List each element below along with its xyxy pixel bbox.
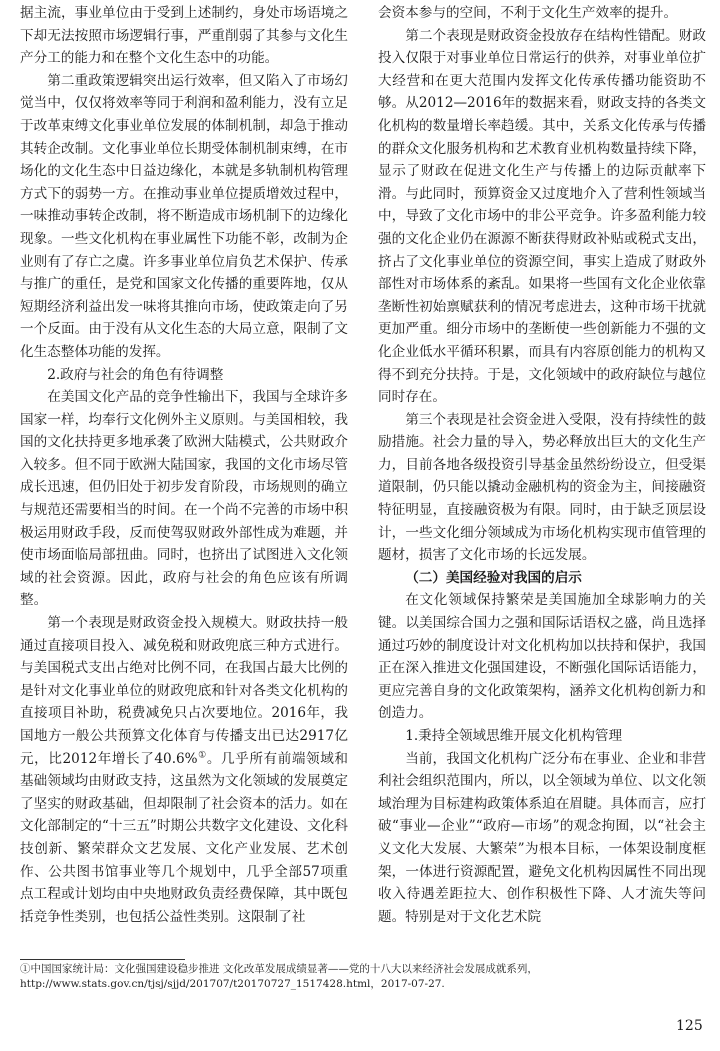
- footnote: [20, 962, 710, 992]
- body-paragraph: 当前，我国文化机构广泛分布在事业、企业和非营利社会组织范围内，所以，以全领域为单位、以文化领域治理为目标建构政策体系迫在眉睫。具体而言，应打破“事业—企业”“政府—市场”的观念拘囿，以“社会主义文化大发展、大繁荣”为根本目标，一体架设制度框架，一体进行资源配置，避免文化机构因属性不同出现收入待遇差距拉大、创作积极性下降、人才流失等问题。特别是对于文化艺术院: [378, 750, 706, 925]
- section-heading: （二）美国经验对我国的启示: [405, 569, 582, 586]
- body-paragraph: 第二重政策逻辑突出运行效率，但又陷入了市场幻觉当中，仅仅将效率等同于利润和盈利能力，没有立足于改革束缚文化事业单位发展的体制机制，却急于推动其转企改制。文化事业单位长期受体制机制束缚，在市场化的文化生态中日益边缘化，本就是多轨制机构管理方式下的弱势一方。在推动事业单位提质增效过程中，一味推动事转企改制，将不断造成市场机制下的边缘化现象。一些文化机构在事业属性下功能不彰，改制为企业则有了存亡之虞。许多事业单位肩负艺术保护、传承与推广的重任，是党和国家文化传播的重要阵地，仅从短期经济利益出发一味将其推向市场，使政策走向了另一个反面。由于没有从文化生态的大局立意，限制了文化生态整体功能的发挥。: [20, 72, 348, 360]
- body-text: 第一个表现是财政资金投入规模大。财政扶持一般通过直接项目投入、减免税和财政兜底三种方式进行。与美国税式支出占绝对比例不同，在我国占最大比例的是针对文化事业单位的财政兜底和针对各类文化机构的直接项目补助，税费减免只占次要地位。2016年，我国地方一般公共预算文化体育与传播支出已达2917亿元，比2012年增长了40.6%: [20, 615, 348, 767]
- body-text: 。几乎所有前端领域和基础领域均由财政支持，这虽然为文化领域的发展奠定了坚实的财政基础，但却限制了社会资本的活力。如在文化部制定的“十三五”时期公共数字文化建设、文化科技创新、繁荣群众文艺发展、文化产业发展、艺术创作、公共图书馆事业等几个规划中，几乎全部57项重点工程或计划均由中央地财政负责经费保障，其中既包括竞争性类别，也包括公益性类别。这限制了社: [20, 750, 348, 925]
- right-column: [378, 2, 706, 928]
- subsection-heading: 1.秉持全领域思维开展文化机构管理: [405, 728, 623, 744]
- footnote-reference[interactable]: ①: [197, 750, 207, 761]
- left-column: [20, 2, 348, 928]
- body-paragraph: [20, 612, 348, 928]
- page-number: 125: [676, 1018, 703, 1034]
- footnote-text: 中国国家统计局：文化强国建设稳步推进 文化改革发展成绩显著——党的十八大以来经济社会发展成就系列，http://www.stats.gov.cn/tjsj/sjjd/201707/t20170727_1517428.html，2017-07-27.: [20, 963, 538, 990]
- body-paragraph: 会资本参与的空间，不利于文化生产效率的提升。: [378, 5, 678, 21]
- body-paragraph: 第二个表现是财政资金投放存在结构性错配。财政投入仅限于对事业单位日常运行的供养，对事业单位扩大经营和在更大范围内发挥文化传承传播功能资助不够。从2012—2016年的数据来看，财政支持的各类文化机构的数量增长率趋缓。其中，关系文化传承与传播的群众文化服务机构和艺术教育业机构数量持续下降，显示了财政在促进文化生产与传播上的边际贡献率下滑。与此同时，预算资金又过度地介入了营利性领域当中，导致了文化市场中的非公平竞争。许多盈利能力较强的文化企业仍在源源不断获得财政补贴或税式支出，挤占了文化事业单位的资源空间，事实上造成了财政外部性对市场体系的紊乱。如果将一些国有文化企业依靠垄断性初始禀赋获利的情况考虑进去，这种市场干扰就更加严重。细分市场中的垄断使一些创新能力不强的文化企业低水平循环积累，而具有内容原创能力的机构又得不到充分扶持。于是，文化领域中的政府缺位与越位同时存在。: [378, 27, 706, 406]
- body-paragraph: 在美国文化产品的竞争性输出下，我国与全球许多国家一样，均奉行文化例外主义原则。与美国相较，我国的文化扶持更多地承袭了欧洲大陆模式，公共财政介入较多。但不同于欧洲大陆国家，我国的文化市场尽管成长迅速，但仍旧处于初步发育阶段，市场规则的确立与规范还需要相当的时间。在一个尚不完善的市场中积极运用财政手段，反而使驾驭财政外部性成为难题，并使市场面临局部扭曲。同时，也挤出了试图进入文化领域的社会资源。因此，政府与社会的角色应该有所调整。: [20, 389, 348, 609]
- subsection-heading: 2.政府与社会的角色有待调整: [47, 366, 224, 383]
- body-paragraph: 据主流，事业单位由于受到上述制约，身处市场语境之下却无法按照市场逻辑行事，严重削弱了其参与文化生产分工的能力和在整个文化生态中的功能。: [20, 5, 348, 67]
- body-paragraph: 在文化领域保持繁荣是美国施加全球影响力的关键。以美国综合国力之强和国际话语权之盛，尚且选择通过巧妙的制度设计对文化机构加以扶持和保护，我国正在深入推进文化强国建设，不断强化国际话语能力，更应完善自身的文化政策架构，涵养文化机构创新力和创造力。: [378, 592, 706, 722]
- footnote-divider: [20, 959, 185, 960]
- footnote-mark: ①: [20, 963, 31, 975]
- body-paragraph: 第三个表现是社会资金进入受限，没有持续性的鼓励措施。社会力量的导入，势必释放出巨大的文化生产力，目前各地各级投资引导基金虽然纷纷设立，但受渠道限制，仍只能以撬动金融机构的资金为主，间接融资特征明显，直接融资极为有限。同时，由于缺乏顶层设计，一些文化细分领域成为市场化机构实现市值管理的题材，损害了文化市场的长远发展。: [378, 411, 706, 564]
